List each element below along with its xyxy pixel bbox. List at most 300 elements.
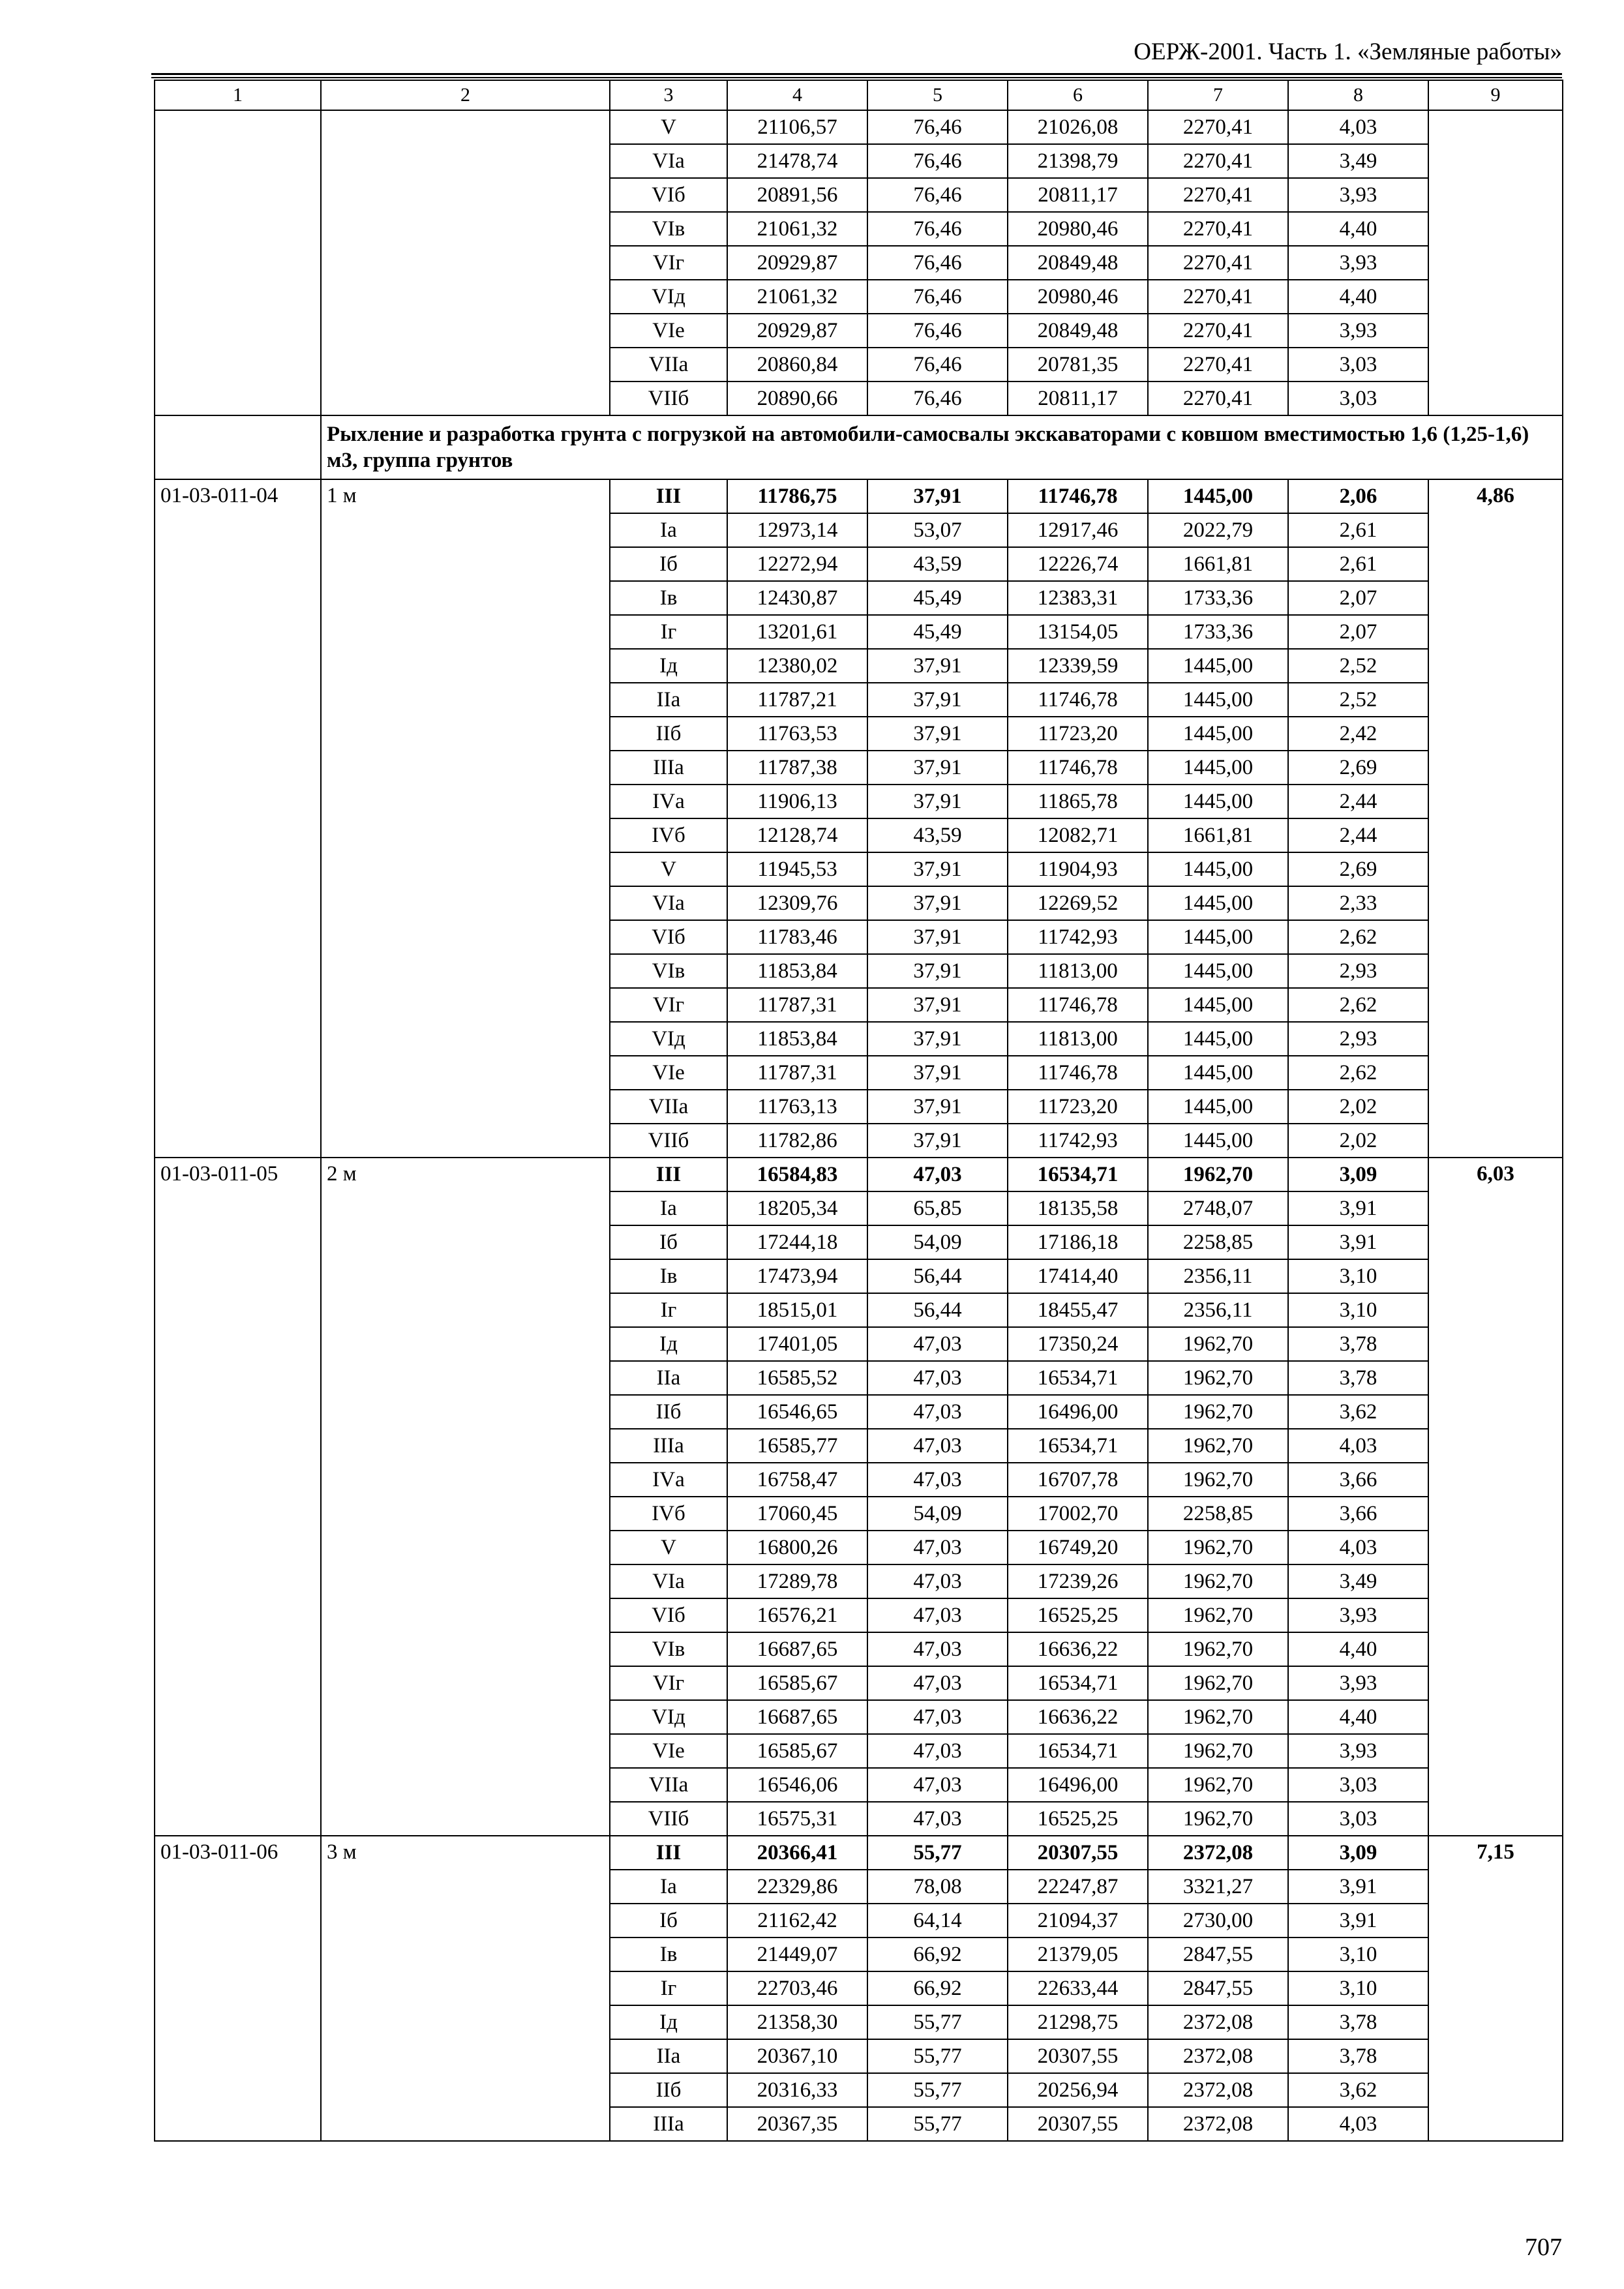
- table-body: [155, 80, 1563, 2141]
- table-cell: 45,49: [867, 581, 1008, 615]
- table-cell: 2,52: [1288, 683, 1428, 717]
- table-cell: 2356,11: [1148, 1259, 1288, 1293]
- table-cell: 1445,00: [1148, 785, 1288, 818]
- table-cell: 37,91: [867, 988, 1008, 1022]
- table-cell: 12128,74: [727, 818, 867, 852]
- table-cell: 1445,00: [1148, 1056, 1288, 1090]
- table-cell: 78,08: [867, 1870, 1008, 1904]
- table-cell: 16576,21: [727, 1598, 867, 1632]
- table-cell: IIIа: [610, 751, 727, 785]
- table-cell: 1445,00: [1148, 649, 1288, 683]
- code-cell: [155, 110, 321, 415]
- table-cell: 37,91: [867, 920, 1008, 954]
- table-cell: 17350,24: [1008, 1327, 1148, 1361]
- table-cell: 20367,10: [727, 2039, 867, 2073]
- table-cell: 1445,00: [1148, 479, 1288, 513]
- table-cell: 3,78: [1288, 1361, 1428, 1395]
- column-number: 2: [321, 80, 610, 110]
- table-cell: 3,09: [1288, 1836, 1428, 1870]
- table-cell: 21061,32: [727, 212, 867, 246]
- table-cell: 2372,08: [1148, 2073, 1288, 2107]
- item-code: 01-03-011-05: [155, 1158, 321, 1836]
- table-cell: 12339,59: [1008, 649, 1148, 683]
- table-cell: 37,91: [867, 1022, 1008, 1056]
- table-cell: 21026,08: [1008, 110, 1148, 144]
- table-cell: 3321,27: [1148, 1870, 1288, 1904]
- table-cell: 2270,41: [1148, 314, 1288, 348]
- table-cell: 2,02: [1288, 1090, 1428, 1124]
- table-cell: 12917,46: [1008, 513, 1148, 547]
- table-cell: 20891,56: [727, 178, 867, 212]
- table-cell: 1733,36: [1148, 615, 1288, 649]
- table-cell: 1962,70: [1148, 1531, 1288, 1564]
- table-cell: VIIа: [610, 348, 727, 382]
- table-cell: 3,93: [1288, 178, 1428, 212]
- table-cell: 76,46: [867, 280, 1008, 314]
- table-cell: 3,49: [1288, 1564, 1428, 1598]
- table-cell: 17244,18: [727, 1225, 867, 1259]
- table-cell: 4,40: [1288, 212, 1428, 246]
- table-cell: 64,14: [867, 1904, 1008, 1937]
- table-cell: 21478,74: [727, 144, 867, 178]
- table-cell: 3,66: [1288, 1463, 1428, 1497]
- table-cell: 47,03: [867, 1531, 1008, 1564]
- item-name: 3 м: [321, 1836, 610, 2141]
- table-cell: 3,91: [1288, 1870, 1428, 1904]
- table-cell: Iд: [610, 1327, 727, 1361]
- table-cell: 12380,02: [727, 649, 867, 683]
- table-cell: 3,03: [1288, 348, 1428, 382]
- column-number: 9: [1428, 80, 1563, 110]
- table-cell: VIе: [610, 314, 727, 348]
- table-cell: 3,91: [1288, 1904, 1428, 1937]
- table-cell: 18455,47: [1008, 1293, 1148, 1327]
- table-cell: 2,44: [1288, 818, 1428, 852]
- table-cell: 11853,84: [727, 1022, 867, 1056]
- table-cell: 1962,70: [1148, 1564, 1288, 1598]
- table-cell: 47,03: [867, 1734, 1008, 1768]
- table-cell: 1962,70: [1148, 1327, 1288, 1361]
- table-cell: 47,03: [867, 1463, 1008, 1497]
- item-norm: 6,03: [1428, 1158, 1563, 1836]
- table-cell: 16534,71: [1008, 1361, 1148, 1395]
- table-cell: IIб: [610, 2073, 727, 2107]
- table-cell: 2,07: [1288, 615, 1428, 649]
- header-rule: [151, 73, 1562, 78]
- table-cell: 16585,67: [727, 1666, 867, 1700]
- table-cell: 3,10: [1288, 1293, 1428, 1327]
- table-cell: IIIа: [610, 1429, 727, 1463]
- column-number: 5: [867, 80, 1008, 110]
- table-cell: VIв: [610, 212, 727, 246]
- table-cell: 2270,41: [1148, 280, 1288, 314]
- table-cell: 21061,32: [727, 280, 867, 314]
- table-cell: 3,49: [1288, 144, 1428, 178]
- section-title-row: [155, 415, 1563, 479]
- table-cell: 2,42: [1288, 717, 1428, 751]
- table-cell: 11813,00: [1008, 1022, 1148, 1056]
- table-cell: 3,03: [1288, 1802, 1428, 1836]
- table-cell: 2847,55: [1148, 1937, 1288, 1971]
- table-cell: 1445,00: [1148, 1124, 1288, 1158]
- table-cell: 20366,41: [727, 1836, 867, 1870]
- table-cell: V: [610, 852, 727, 886]
- table-cell: 47,03: [867, 1564, 1008, 1598]
- table-cell: 16496,00: [1008, 1395, 1148, 1429]
- table-cell: IIб: [610, 1395, 727, 1429]
- table-cell: 12226,74: [1008, 547, 1148, 581]
- table-cell: 16758,47: [727, 1463, 867, 1497]
- table-cell: VIг: [610, 1666, 727, 1700]
- table-cell: 1962,70: [1148, 1734, 1288, 1768]
- table-cell: 3,93: [1288, 314, 1428, 348]
- table-cell: 4,03: [1288, 110, 1428, 144]
- table-cell: 21358,30: [727, 2005, 867, 2039]
- table-cell: 45,49: [867, 615, 1008, 649]
- table-cell: 21449,07: [727, 1937, 867, 1971]
- table-cell: 18205,34: [727, 1191, 867, 1225]
- table-cell: 20781,35: [1008, 348, 1148, 382]
- table-cell: 3,03: [1288, 382, 1428, 415]
- table-cell: 4,40: [1288, 1700, 1428, 1734]
- table-cell: 12430,87: [727, 581, 867, 615]
- table-cell: 22247,87: [1008, 1870, 1148, 1904]
- table-cell: 2270,41: [1148, 246, 1288, 280]
- table-cell: 4,03: [1288, 1531, 1428, 1564]
- column-number: 8: [1288, 80, 1428, 110]
- table-cell: VIIб: [610, 1802, 727, 1836]
- table-cell: 2,93: [1288, 954, 1428, 988]
- table-cell: IVб: [610, 818, 727, 852]
- table-cell: Iд: [610, 649, 727, 683]
- table-cell: 20307,55: [1008, 1836, 1148, 1870]
- table-cell: 22329,86: [727, 1870, 867, 1904]
- table-cell: 12309,76: [727, 886, 867, 920]
- table-cell: 11746,78: [1008, 1056, 1148, 1090]
- table-cell: 76,46: [867, 110, 1008, 144]
- table-cell: 1445,00: [1148, 988, 1288, 1022]
- table-cell: 37,91: [867, 954, 1008, 988]
- table-cell: 18135,58: [1008, 1191, 1148, 1225]
- table-cell: 1962,70: [1148, 1463, 1288, 1497]
- table-cell: 2270,41: [1148, 178, 1288, 212]
- table-cell: VIг: [610, 246, 727, 280]
- table-cell: 47,03: [867, 1768, 1008, 1802]
- table-cell: 37,91: [867, 886, 1008, 920]
- table-cell: 11813,00: [1008, 954, 1148, 988]
- table-cell: 17186,18: [1008, 1225, 1148, 1259]
- item-norm: 4,86: [1428, 479, 1563, 1158]
- table-cell: 16585,52: [727, 1361, 867, 1395]
- table-cell: 2,69: [1288, 852, 1428, 886]
- table-cell: 47,03: [867, 1361, 1008, 1395]
- table-cell: 2356,11: [1148, 1293, 1288, 1327]
- table-cell: 37,91: [867, 683, 1008, 717]
- table-row: [155, 479, 1563, 513]
- table-cell: 17002,70: [1008, 1497, 1148, 1531]
- table-cell: 55,77: [867, 2039, 1008, 2073]
- table-cell: 4,03: [1288, 1429, 1428, 1463]
- table-cell: 16707,78: [1008, 1463, 1148, 1497]
- table-cell: 17401,05: [727, 1327, 867, 1361]
- table-cell: 2372,08: [1148, 1836, 1288, 1870]
- table-cell: 37,91: [867, 785, 1008, 818]
- table-cell: 16585,67: [727, 1734, 867, 1768]
- table-cell: 20929,87: [727, 246, 867, 280]
- table-cell: Iд: [610, 2005, 727, 2039]
- table-cell: IIIа: [610, 2107, 727, 2141]
- table-cell: 1661,81: [1148, 818, 1288, 852]
- table-cell: 16687,65: [727, 1632, 867, 1666]
- table-cell: Iб: [610, 547, 727, 581]
- table-cell: 1962,70: [1148, 1429, 1288, 1463]
- table-cell: 1962,70: [1148, 1768, 1288, 1802]
- table-cell: 11746,78: [1008, 988, 1148, 1022]
- table-cell: 12383,31: [1008, 581, 1148, 615]
- table-cell: 4,03: [1288, 2107, 1428, 2141]
- table-cell: 47,03: [867, 1158, 1008, 1191]
- table-cell: VIг: [610, 988, 727, 1022]
- table-cell: Iг: [610, 615, 727, 649]
- table-cell: 18515,01: [727, 1293, 867, 1327]
- table-cell: VIд: [610, 280, 727, 314]
- table-cell: 3,62: [1288, 1395, 1428, 1429]
- item-name: 2 м: [321, 1158, 610, 1836]
- table-cell: 1445,00: [1148, 717, 1288, 751]
- table-cell: V: [610, 110, 727, 144]
- table-cell: 11787,31: [727, 988, 867, 1022]
- table-cell: 11742,93: [1008, 1124, 1148, 1158]
- table-cell: 56,44: [867, 1259, 1008, 1293]
- norm-cell: [1428, 110, 1563, 415]
- table-cell: 3,10: [1288, 1259, 1428, 1293]
- table-cell: 16800,26: [727, 1531, 867, 1564]
- page-number: 707: [1525, 2234, 1562, 2261]
- table-cell: 11906,13: [727, 785, 867, 818]
- table-cell: 16525,25: [1008, 1802, 1148, 1836]
- table-cell: Iа: [610, 513, 727, 547]
- table-cell: 1962,70: [1148, 1666, 1288, 1700]
- table-cell: 55,77: [867, 2005, 1008, 2039]
- table-cell: VIд: [610, 1022, 727, 1056]
- table-cell: 11742,93: [1008, 920, 1148, 954]
- table-cell: VIа: [610, 144, 727, 178]
- table-cell: 3,10: [1288, 1971, 1428, 2005]
- table-cell: 76,46: [867, 246, 1008, 280]
- table-cell: Iг: [610, 1971, 727, 2005]
- table-cell: 16534,71: [1008, 1158, 1148, 1191]
- table-cell: 20980,46: [1008, 280, 1148, 314]
- table-cell: 47,03: [867, 1327, 1008, 1361]
- table-cell: 11786,75: [727, 479, 867, 513]
- table-cell: 20811,17: [1008, 382, 1148, 415]
- table-cell: 55,77: [867, 2107, 1008, 2141]
- table-cell: III: [610, 479, 727, 513]
- table-cell: IIа: [610, 2039, 727, 2073]
- table-cell: 16546,65: [727, 1395, 867, 1429]
- table-cell: 2372,08: [1148, 2107, 1288, 2141]
- table-cell: 47,03: [867, 1666, 1008, 1700]
- column-number: 4: [727, 80, 867, 110]
- table-cell: 66,92: [867, 1937, 1008, 1971]
- table-cell: 17414,40: [1008, 1259, 1148, 1293]
- table-cell: 11782,86: [727, 1124, 867, 1158]
- table-cell: 21106,57: [727, 110, 867, 144]
- table-cell: 1445,00: [1148, 1022, 1288, 1056]
- table-cell: 76,46: [867, 212, 1008, 246]
- table-cell: 11787,38: [727, 751, 867, 785]
- table-cell: VIв: [610, 1632, 727, 1666]
- table-cell: 20890,66: [727, 382, 867, 415]
- table-cell: 55,77: [867, 1836, 1008, 1870]
- table-cell: 3,78: [1288, 1327, 1428, 1361]
- table-cell: 2,69: [1288, 751, 1428, 785]
- table-cell: 17239,26: [1008, 1564, 1148, 1598]
- table-cell: 11945,53: [727, 852, 867, 886]
- table-cell: IIа: [610, 1361, 727, 1395]
- table-cell: 13201,61: [727, 615, 867, 649]
- table-cell: V: [610, 1531, 727, 1564]
- table-cell: 3,91: [1288, 1191, 1428, 1225]
- table-cell: 2270,41: [1148, 348, 1288, 382]
- table-cell: 2,61: [1288, 513, 1428, 547]
- table-cell: 21094,37: [1008, 1904, 1148, 1937]
- table-cell: 16534,71: [1008, 1666, 1148, 1700]
- table-cell: IVа: [610, 785, 727, 818]
- table-cell: 22633,44: [1008, 1971, 1148, 2005]
- table-cell: 2270,41: [1148, 110, 1288, 144]
- table-cell: 37,91: [867, 717, 1008, 751]
- table-cell: 1661,81: [1148, 547, 1288, 581]
- table-cell: 16546,06: [727, 1768, 867, 1802]
- table-cell: 2,33: [1288, 886, 1428, 920]
- table-cell: 37,91: [867, 479, 1008, 513]
- table-cell: 1962,70: [1148, 1395, 1288, 1429]
- table-cell: 20307,55: [1008, 2039, 1148, 2073]
- table-cell: 1733,36: [1148, 581, 1288, 615]
- table-cell: 2022,79: [1148, 513, 1288, 547]
- table-cell: 1962,70: [1148, 1802, 1288, 1836]
- table-cell: 37,91: [867, 1124, 1008, 1158]
- table-cell: 16534,71: [1008, 1429, 1148, 1463]
- table-cell: Iа: [610, 1870, 727, 1904]
- table-cell: 1962,70: [1148, 1361, 1288, 1395]
- section-spacer: [155, 415, 321, 479]
- table-cell: 2,62: [1288, 1056, 1428, 1090]
- table-cell: 20929,87: [727, 314, 867, 348]
- table-cell: 2,62: [1288, 988, 1428, 1022]
- table-cell: 47,03: [867, 1429, 1008, 1463]
- table-cell: 56,44: [867, 1293, 1008, 1327]
- table-cell: 4,40: [1288, 1632, 1428, 1666]
- table-cell: 20860,84: [727, 348, 867, 382]
- table-cell: 76,46: [867, 144, 1008, 178]
- table-cell: 20256,94: [1008, 2073, 1148, 2107]
- table-cell: 17473,94: [727, 1259, 867, 1293]
- table-cell: VIе: [610, 1734, 727, 1768]
- table-cell: 53,07: [867, 513, 1008, 547]
- table-cell: 2258,85: [1148, 1225, 1288, 1259]
- table-cell: 2,02: [1288, 1124, 1428, 1158]
- table-cell: 16525,25: [1008, 1598, 1148, 1632]
- item-code: 01-03-011-04: [155, 479, 321, 1158]
- table-cell: 47,03: [867, 1632, 1008, 1666]
- table-cell: 2,44: [1288, 785, 1428, 818]
- table-cell: VIIб: [610, 382, 727, 415]
- table-cell: 54,09: [867, 1225, 1008, 1259]
- table-cell: 1445,00: [1148, 1090, 1288, 1124]
- table-cell: VIIа: [610, 1768, 727, 1802]
- table-cell: 3,93: [1288, 1598, 1428, 1632]
- table-cell: IVб: [610, 1497, 727, 1531]
- table-cell: 76,46: [867, 382, 1008, 415]
- column-number: 6: [1008, 80, 1148, 110]
- table-cell: 2,52: [1288, 649, 1428, 683]
- table-cell: 16636,22: [1008, 1700, 1148, 1734]
- table-cell: 11763,13: [727, 1090, 867, 1124]
- table-cell: 2730,00: [1148, 1904, 1288, 1937]
- table-cell: VIIб: [610, 1124, 727, 1158]
- table-cell: VIа: [610, 1564, 727, 1598]
- table-cell: 37,91: [867, 751, 1008, 785]
- table-cell: 3,09: [1288, 1158, 1428, 1191]
- table-cell: 3,91: [1288, 1225, 1428, 1259]
- table-cell: 2270,41: [1148, 382, 1288, 415]
- table-cell: 16496,00: [1008, 1768, 1148, 1802]
- table-cell: VIб: [610, 178, 727, 212]
- table-cell: 76,46: [867, 314, 1008, 348]
- table-cell: 11763,53: [727, 717, 867, 751]
- table-cell: 55,77: [867, 2073, 1008, 2107]
- table-cell: 1962,70: [1148, 1598, 1288, 1632]
- table-cell: VIд: [610, 1700, 727, 1734]
- column-number: 7: [1148, 80, 1288, 110]
- table-cell: 37,91: [867, 1090, 1008, 1124]
- column-number-row: [155, 80, 1563, 110]
- table-cell: 3,93: [1288, 246, 1428, 280]
- table-cell: VIв: [610, 954, 727, 988]
- table-cell: 11746,78: [1008, 751, 1148, 785]
- table-cell: 1445,00: [1148, 852, 1288, 886]
- table-cell: 11746,78: [1008, 479, 1148, 513]
- table-cell: 20980,46: [1008, 212, 1148, 246]
- table-cell: 16687,65: [727, 1700, 867, 1734]
- table-cell: 1445,00: [1148, 886, 1288, 920]
- table-cell: 16534,71: [1008, 1734, 1148, 1768]
- table-cell: 47,03: [867, 1395, 1008, 1429]
- table-cell: 1962,70: [1148, 1158, 1288, 1191]
- table-cell: 43,59: [867, 547, 1008, 581]
- table-cell: 47,03: [867, 1598, 1008, 1632]
- table-cell: 2270,41: [1148, 144, 1288, 178]
- table-cell: 47,03: [867, 1700, 1008, 1734]
- table-cell: 3,62: [1288, 2073, 1428, 2107]
- table-cell: VIе: [610, 1056, 727, 1090]
- table-cell: 17060,45: [727, 1497, 867, 1531]
- table-cell: 2270,41: [1148, 212, 1288, 246]
- table-cell: Iа: [610, 1191, 727, 1225]
- table-cell: 2372,08: [1148, 2005, 1288, 2039]
- table-cell: 43,59: [867, 818, 1008, 852]
- table-cell: 37,91: [867, 1056, 1008, 1090]
- table-cell: 1445,00: [1148, 683, 1288, 717]
- table-cell: 2,62: [1288, 920, 1428, 954]
- name-cell: [321, 110, 610, 415]
- table-cell: Iв: [610, 1937, 727, 1971]
- table-cell: IIб: [610, 717, 727, 751]
- item-code: 01-03-011-06: [155, 1836, 321, 2141]
- table-cell: 12269,52: [1008, 886, 1148, 920]
